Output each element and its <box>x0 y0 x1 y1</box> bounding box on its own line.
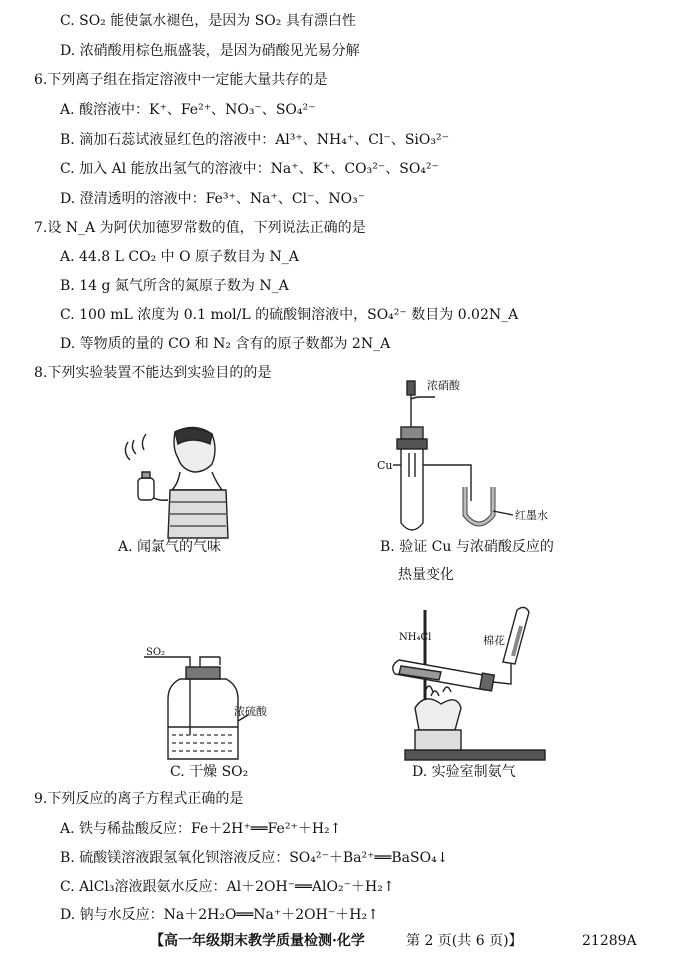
figure-b-label-cu: Cu <box>377 459 393 472</box>
figure-b-cu-nitric-acid <box>375 375 575 535</box>
figure-d-label-cotton: 棉花 <box>483 634 505 647</box>
q9-option-d: D. 钠与水反应：Na＋2H₂O══Na⁺＋2OH⁻＋H₂↑ <box>60 907 379 923</box>
figure-d-ammonia-prep <box>385 600 565 768</box>
figure-b-label-acid: 浓硝酸 <box>427 379 460 392</box>
q7-option-b: B. 14 g 氮气所含的氮原子数为 N_A <box>60 278 289 294</box>
footer-dot: · <box>332 933 337 949</box>
figure-c-label-gas: SO₂ <box>146 647 166 658</box>
footer-subject: 化学 <box>336 933 365 949</box>
q9-option-c: C. AlCl₃溶液跟氨水反应：Al＋2OH⁻══AlO₂⁻＋H₂↑ <box>60 879 395 895</box>
q7-stem: 7.设 N_A 为阿伏加德罗常数的值，下列说法正确的是 <box>34 220 366 236</box>
q8-stem: 8.下列实验装置不能达到实验目的的是 <box>34 365 272 381</box>
figure-a-smelling-gas <box>120 420 245 540</box>
q6-option-a: A. 酸溶液中：K⁺、Fe²⁺、NO₃⁻、SO₄²⁻ <box>60 102 316 118</box>
q5-option-c: C. SO₂ 能使氯水褪色，是因为 SO₂ 具有漂白性 <box>60 13 356 29</box>
q7-option-c: C. 100 mL 浓度为 0.1 mol/L 的硫酸铜溶液中，SO₄²⁻ 数目为 0.02N_A <box>60 307 519 323</box>
q6-option-d: D. 澄清透明的溶液中：Fe³⁺、Na⁺、Cl⁻、NO₃⁻ <box>60 191 366 207</box>
footer-exam-title: 【高一年级期末教学质量检测 <box>150 933 332 949</box>
figure-b-caption-1: B. 验证 Cu 与浓硝酸反应的 <box>380 539 554 555</box>
figure-b-label-water: 红墨水 <box>515 509 548 522</box>
q6-option-c: C. 加入 Al 能放出氢气的溶液中：Na⁺、K⁺、CO₃²⁻、SO₄²⁻ <box>60 161 439 177</box>
figure-a-caption: A. 闻氯气的气味 <box>118 539 222 555</box>
figure-c-drying-bottle <box>140 645 300 765</box>
q9-option-a: A. 铁与稀盐酸反应：Fe＋2H⁺══Fe²⁺＋H₂↑ <box>60 821 342 837</box>
figure-d-caption: D. 实验室制氨气 <box>412 764 516 780</box>
figure-c-label-acid: 浓硫酸 <box>234 705 267 718</box>
footer-left <box>150 932 365 950</box>
q6-stem: 6.下列离子组在指定溶液中一定能大量共存的是 <box>34 72 328 88</box>
q9-stem: 9.下列反应的离子方程式正确的是 <box>34 791 244 807</box>
q6-option-b: B. 滴加石蕊试液显红色的溶液中：Al³⁺、NH₄⁺、Cl⁻、SiO₃²⁻ <box>60 132 449 148</box>
figure-c-caption: C. 干燥 SO₂ <box>170 764 249 780</box>
figure-b-caption-2: 热量变化 <box>398 567 454 583</box>
q7-option-d: D. 等物质的量的 CO 和 N₂ 含有的原子数都为 2N_A <box>60 336 391 352</box>
figure-d-label-salt: NH₄Cl <box>399 632 432 643</box>
q7-option-a: A. 44.8 L CO₂ 中 O 原子数目为 N_A <box>60 249 299 265</box>
footer-page: 第 2 页(共 6 页)】 <box>406 933 523 949</box>
q5-option-d: D. 浓硝酸用棕色瓶盛装，是因为硝酸见光易分解 <box>60 43 360 59</box>
footer-code: 21289A <box>582 933 637 949</box>
q9-option-b: B. 硫酸镁溶液跟氢氧化钡溶液反应：SO₄²⁻＋Ba²⁺══BaSO₄↓ <box>60 850 449 866</box>
